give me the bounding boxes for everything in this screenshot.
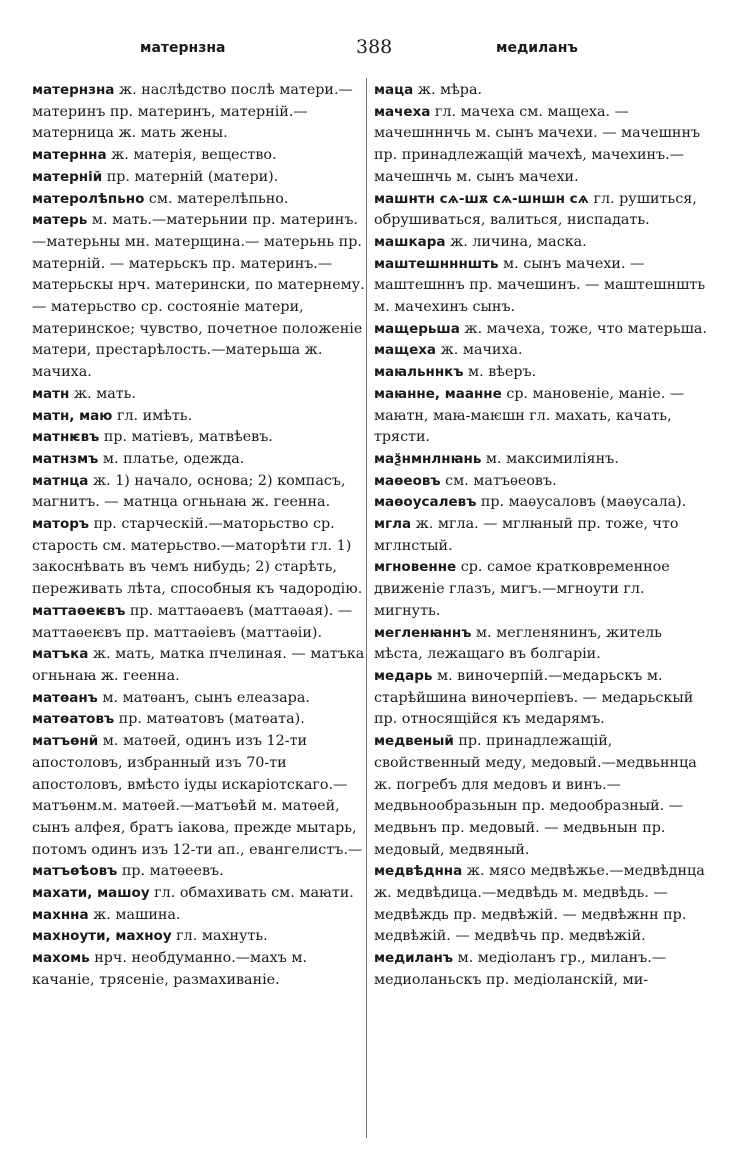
entry-definition: ж. мачиха. (436, 342, 523, 359)
entry-headword: матнца (32, 472, 89, 489)
dictionary-entry (372, 319, 710, 341)
entry-definition: гл. имѣть. (112, 407, 193, 424)
entry-definition: пр. маѳусаловъ (маѳусала). (476, 494, 687, 511)
entry-definition: пр. матѳатовъ (матѳата). (114, 711, 305, 728)
entry-headword: маѳоусалевъ (374, 494, 477, 511)
entry-headword: маца (374, 82, 414, 98)
dictionary-entry (30, 189, 368, 211)
page-header (0, 36, 743, 70)
entry-definition: ж. мясо медвѣжье.—медвѣднца ж. медвѣдица.—медвѣдь м. медвѣдь. — медвѣждь пр. медвѣжій. — медвѣжнн пр. медвѣжій. — медвѣчь пр. медвѣжій. (374, 863, 705, 945)
dictionary-entry (372, 948, 710, 991)
entry-headword: мгла (374, 516, 412, 533)
dictionary-entry (30, 471, 368, 514)
page-number: 388 (356, 36, 393, 58)
dictionary-entry (372, 189, 710, 232)
entry-definition: пр. матерній (матери). (102, 168, 279, 185)
dictionary-entry (30, 514, 368, 601)
entry-definition: ж. машина. (88, 906, 181, 923)
entry-definition: м. сынъ мачехи. — маштешннъ пр. мачешинъ. — маштешншть м. мачехинъ сынъ. (374, 255, 706, 316)
dictionary-entry (372, 232, 710, 254)
entry-definition: ж. мѣра. (413, 82, 483, 98)
entry-definition: пр. матѳеевъ. (117, 863, 224, 880)
entry-headword: медвеный (374, 733, 454, 750)
dictionary-entry (372, 254, 710, 319)
entry-headword: маѳеовъ (374, 472, 441, 489)
entry-headword: мегленꙗннъ (374, 624, 472, 641)
entry-definition: ж. матерія, вещество. (106, 147, 277, 164)
dictionary-entry (30, 883, 368, 905)
entry-headword: маѯнмнлнꙗнь (374, 450, 482, 467)
entry-headword: мачеха (374, 103, 431, 120)
entry-definition: гл. мачеха см. мащеха. — мачешнннчь м. сынъ мачехи. — мачешннъ пр. принадлежащій мачехѣ, мачехинъ.—мачешнчь м. сынъ мачехи. (374, 103, 701, 185)
entry-headword: махнна (32, 906, 89, 923)
header-left-word: матернзна (140, 40, 226, 56)
entry-headword: матѳатовъ (32, 711, 115, 728)
entry-definition: м. вѣеръ. (463, 364, 537, 381)
entry-headword: матъѳнй (32, 733, 99, 750)
dictionary-entry (372, 384, 710, 449)
dictionary-entry (372, 449, 710, 471)
entry-headword: мащерьша (374, 320, 460, 337)
entry-definition: ж. личина, маска. (445, 233, 587, 250)
entry-definition: м. виночерпій.—медарьскъ м. старѣйшина виночерпіевъ. — медарьскый пр. относящійся къ медарямъ. (374, 667, 694, 728)
entry-definition: ж. мать. (69, 385, 136, 402)
entry-definition: гл. махнуть. (171, 928, 268, 945)
entry-headword: матъѳѣовъ (32, 863, 118, 880)
entry-headword: машнтн сѧ-шѫ сѧ-шншн сѧ (374, 190, 589, 207)
dictionary-entry (372, 666, 710, 731)
dictionary-entry (30, 948, 368, 991)
right-column (372, 80, 710, 992)
entry-headword: матернзна (32, 82, 115, 98)
dictionary-entry (372, 731, 710, 861)
dictionary-entry (372, 623, 710, 666)
entry-headword: мгновенне (374, 559, 457, 576)
entry-headword: махати, машоу (32, 885, 150, 902)
entry-definition: ж. мать, матка пчелиная. — матъка огньнаꙗ ж. геенна. (32, 646, 365, 684)
left-column (30, 80, 368, 992)
entry-headword: матн, маю (32, 407, 113, 424)
dictionary-entry (30, 145, 368, 167)
entry-definition: гл. обмахивать см. маꙗти. (149, 885, 354, 902)
entry-definition: м. максимиліянъ. (481, 450, 619, 467)
header-right-word: медиланъ (496, 40, 578, 56)
entry-definition: м. матѳей, одинъ изъ 12-ти апостоловъ, избранный изъ 70-ти апостоловъ, вмѣсто іуды искаріотскаго.—матъѳнм.м. матѳей.—матъѳѣй м. матѳей, сынъ алфея, братъ іакова, прежде мытарь, потомъ одинъ изъ 12-ти ап., евангелистъ.— (32, 733, 363, 858)
entry-definition: пр. принадлежащій, свойственный меду, медовый.—медвьннца ж. погребъ для медовъ и винъ.— медвьнообразьнын пр. медообразный. — медвьнъ пр. медовый. — медвьнын пр. медовый, медвяный. (374, 733, 697, 858)
entry-definition: м. платье, одежда. (98, 450, 245, 467)
entry-headword: маꙗнне, маанне (374, 385, 502, 402)
entry-definition: пр. матіевъ, матвѣевъ. (99, 429, 273, 446)
entry-headword: медвѣднна (374, 863, 463, 880)
dictionary-entry (372, 557, 710, 622)
dictionary-entry (372, 492, 710, 514)
entry-headword: маштешннншть (374, 255, 499, 272)
entry-definition: пр. старческій.—маторьство ср. старость см. матерьство.—маторѣти гл. 1) закоснѣвать въ чемъ нибудь; 2) старѣть, переживать лѣта, способныя къ чадородію. (32, 516, 363, 598)
dictionary-entry (30, 601, 368, 644)
entry-definition: ср. мановеніе, маніе. — маꙗтн, маꙗ-маѥшн гл. махать, качать, трясти. (374, 385, 685, 446)
entry-headword: матеролѣпьно (32, 190, 145, 207)
dictionary-entry (372, 80, 710, 102)
entry-definition: м. мать.—матерьнии пр. материнъ.—матерьны мн. матерщина.— матерьнь пр. матерній. — матерьскъ пр. материнъ.—матерьскы нрч. матерински, по матернему. — матерьство ср. состояніе матери, материнское; чувство, почетное положеніе матери, престарѣлость.—матерьша ж. мачиха. (32, 212, 365, 381)
entry-headword: матернна (32, 147, 107, 164)
entry-headword: маторъ (32, 516, 90, 533)
entry-definition: ср. самое кратковременное движеніе глазъ, мигъ.—мгноути гл. мигнуть. (374, 559, 670, 619)
entry-headword: матерній (32, 168, 103, 185)
dictionary-entry (30, 688, 368, 710)
entry-headword: махомь (32, 950, 90, 967)
entry-headword: матерь (32, 212, 88, 229)
entry-headword: медиланъ (374, 950, 454, 967)
dictionary-entry (30, 406, 368, 428)
dictionary-entry (30, 709, 368, 731)
entry-headword: матн (32, 385, 70, 402)
entry-headword: мащеха (374, 342, 437, 359)
dictionary-entry (372, 102, 710, 189)
entry-definition: гл. рушиться, обрушиваться, валиться, ниспадать. (374, 190, 697, 229)
entry-definition: см. матерелѣпьно. (144, 190, 289, 207)
dictionary-entry (372, 514, 710, 557)
entry-headword: матѳанъ (32, 689, 98, 706)
entry-definition: м. матѳанъ, сынъ елеазара. (97, 689, 310, 706)
dictionary-entry (30, 384, 368, 406)
entry-headword: медарь (374, 667, 433, 684)
entry-definition: ж. наслѣдство послѣ матери.— материнъ пр. материнъ, матерній.—матерница ж. мать жены. (32, 82, 353, 142)
entry-definition: ж. 1) начало, основа; 2) компасъ, магнитъ. — матнца огньнаꙗ ж. геенна. (32, 472, 346, 511)
dictionary-entry (30, 210, 368, 384)
dictionary-entry (372, 362, 710, 384)
entry-headword: машкара (374, 233, 446, 250)
dictionary-entry (372, 471, 710, 493)
dictionary-entry (30, 449, 368, 471)
dictionary-entry (30, 167, 368, 189)
entry-headword: маттаѳеѥвъ (32, 602, 126, 619)
dictionary-entry (30, 731, 368, 861)
dictionary-entry (30, 861, 368, 883)
entry-definition: м. медіоланъ гр., миланъ.— медиоланьскъ пр. медіоланскій, ми- (374, 950, 667, 988)
dictionary-entry (30, 926, 368, 948)
dictionary-entry (30, 427, 368, 449)
entry-definition: нрч. необдуманно.—махъ м. качаніе, трясеніе, размахиваніе. (32, 950, 308, 988)
dictionary-entry (372, 340, 710, 362)
entry-definition: пр. маттаѳаевъ (маттаѳая). — маттаѳеѥвъ пр. маттаѳіевъ (маттаѳіи). (32, 602, 353, 641)
entry-headword: матнѥвъ (32, 429, 100, 446)
entry-definition: м. мегленянинъ, житель мѣста, лежащаго въ болгаріи. (374, 624, 662, 663)
entry-headword: матъка (32, 646, 89, 663)
dictionary-entry (372, 861, 710, 948)
entry-definition: ж. мачеха, тоже, что матерьша. (459, 320, 707, 337)
entry-headword: маꙗльннкъ (374, 364, 464, 381)
entry-definition: ж. мгла. — мглꙗный пр. тоже, что мглнстый. (374, 516, 679, 554)
entry-headword: махноути, махноу (32, 928, 172, 945)
dictionary-entry (30, 905, 368, 927)
entry-definition: см. матъѳеовъ. (440, 472, 557, 489)
dictionary-entry (30, 644, 368, 687)
dictionary-entry (30, 80, 368, 145)
entry-headword: матнзмъ (32, 450, 99, 467)
